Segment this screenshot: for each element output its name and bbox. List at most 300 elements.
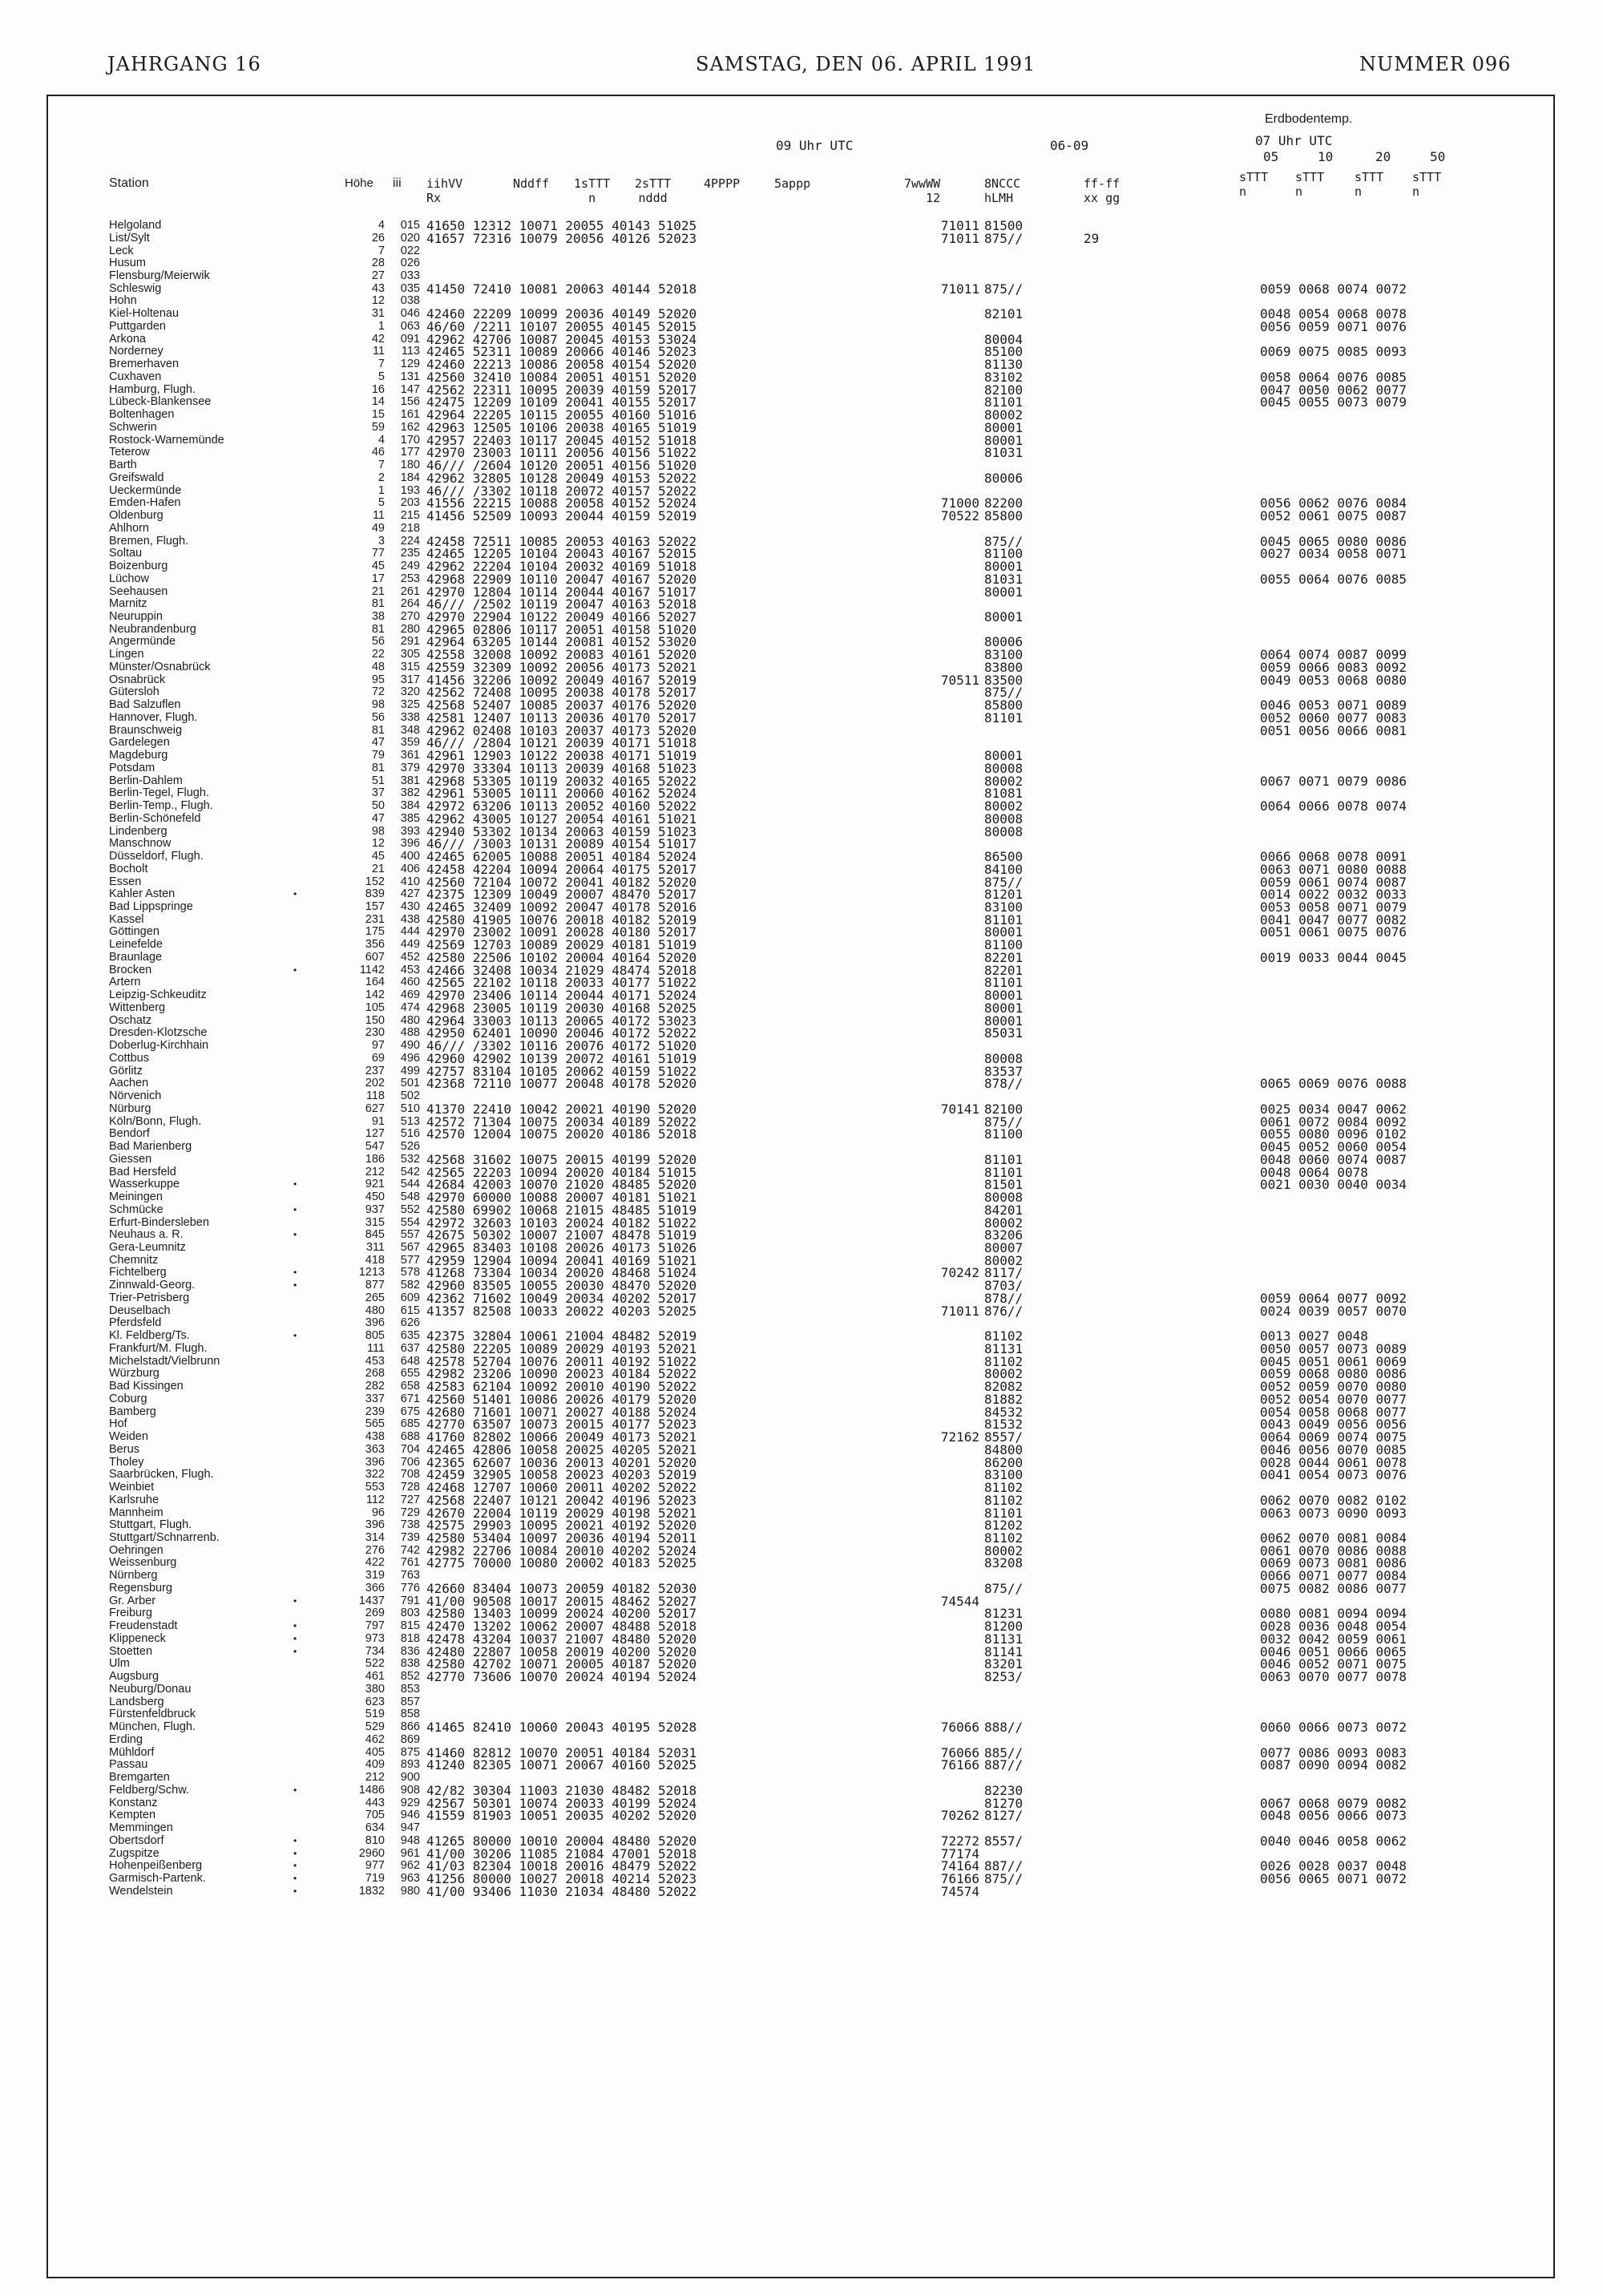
table-row bbox=[0, 1393, 1603, 1405]
station-index: 803 bbox=[400, 1607, 420, 1620]
station-index: 963 bbox=[400, 1871, 420, 1885]
station-name: Freiburg bbox=[109, 1607, 152, 1620]
synop-groups: 41256 80000 10027 20018 40214 52023 bbox=[426, 1870, 697, 1886]
station-height: 634 bbox=[365, 1821, 385, 1834]
station-name: Zinnwald-Georg. bbox=[109, 1279, 196, 1292]
table-row bbox=[0, 1744, 1603, 1760]
soil-temperatures: 0059 0068 0074 0072 bbox=[1260, 281, 1407, 297]
table-row bbox=[0, 1279, 1603, 1292]
table-row bbox=[0, 1305, 1603, 1317]
station-name: Seehausen bbox=[109, 584, 168, 598]
cloud-group: 81101 bbox=[984, 394, 1024, 410]
synop-groups: 42964 63205 10144 20081 40152 53020 bbox=[426, 634, 697, 650]
table-row bbox=[0, 939, 1603, 951]
soil-temperatures: 0058 0064 0076 0085 bbox=[1260, 369, 1407, 385]
synop-groups: 42581 12407 10113 20036 40170 52017 bbox=[426, 709, 697, 726]
station-index: 224 bbox=[400, 534, 420, 548]
cloud-group: 81882 bbox=[984, 1391, 1024, 1407]
cloud-group: 875// bbox=[984, 1580, 1024, 1596]
station-name: Berlin-Tegel, Flugh. bbox=[109, 786, 209, 800]
soil-temperatures: 0056 0065 0071 0072 bbox=[1260, 1870, 1407, 1886]
synop-groups: 42578 52704 10076 20011 40192 51022 bbox=[426, 1353, 697, 1369]
station-name: Neuhaus a. R. bbox=[109, 1228, 184, 1242]
station-name: Stuttgart/Schnarrenb. bbox=[109, 1531, 220, 1544]
cloud-group: 80002 bbox=[984, 1366, 1024, 1382]
weather-group: 70511 bbox=[940, 672, 979, 688]
station-name: Ueckermünde bbox=[109, 483, 182, 497]
soil-temperatures: 0052 0060 0077 0083 bbox=[1260, 709, 1407, 726]
synop-groups: 42569 12703 10089 20029 40181 51019 bbox=[426, 937, 697, 953]
table-row bbox=[0, 1252, 1603, 1268]
synop-groups: 42460 22213 10086 20058 40154 52020 bbox=[426, 357, 697, 373]
station-name: Stoetten bbox=[109, 1644, 153, 1658]
table-row bbox=[0, 1177, 1603, 1193]
station-height: 46 bbox=[371, 446, 385, 459]
synop-groups: 46/60 /2211 10107 20055 40145 52015 bbox=[426, 318, 697, 334]
station-index: 291 bbox=[400, 635, 420, 649]
table-row bbox=[0, 1469, 1603, 1481]
synop-groups: 41456 32206 10092 20049 40167 52019 bbox=[426, 672, 697, 688]
table-row bbox=[0, 988, 1603, 1004]
soil-temperatures: 0043 0049 0056 0056 bbox=[1260, 1417, 1407, 1433]
depth-10: 10 bbox=[1318, 149, 1334, 164]
station-index: 320 bbox=[400, 685, 420, 699]
station-height: 480 bbox=[365, 1304, 385, 1317]
soil-temperatures: 0059 0066 0083 0092 bbox=[1260, 659, 1407, 675]
table-row bbox=[0, 1518, 1603, 1534]
station-height: 422 bbox=[365, 1556, 385, 1570]
mountain-station-dot-icon: • bbox=[293, 1872, 297, 1884]
station-index: 218 bbox=[400, 521, 420, 535]
station-height: 877 bbox=[365, 1279, 385, 1292]
station-name: Würzburg bbox=[109, 1367, 159, 1380]
station-height: 405 bbox=[365, 1745, 385, 1759]
station-index: 655 bbox=[400, 1367, 420, 1380]
station-name: Rostock-Warnemünde bbox=[109, 433, 224, 447]
synop-groups: 42670 22004 10119 20029 40198 52021 bbox=[426, 1505, 697, 1521]
cloud-group: 84532 bbox=[984, 1404, 1024, 1420]
station-height: 152 bbox=[365, 875, 385, 888]
cloud-group: 80001 bbox=[984, 988, 1024, 1004]
mountain-station-dot-icon: • bbox=[293, 1834, 297, 1846]
wind-gust: 29 bbox=[1084, 230, 1100, 246]
station-height: 547 bbox=[365, 1140, 385, 1153]
cloud-group: 83100 bbox=[984, 647, 1024, 663]
station-index: 947 bbox=[400, 1821, 420, 1834]
station-height: 276 bbox=[365, 1543, 385, 1557]
station-height: 50 bbox=[371, 799, 385, 812]
col-1sttt: 1sTTT n bbox=[574, 176, 611, 205]
soil-temperatures: 0025 0034 0047 0062 bbox=[1260, 1101, 1407, 1117]
station-height: 81 bbox=[371, 622, 385, 636]
soil-temperatures: 0014 0022 0032 0033 bbox=[1260, 887, 1407, 903]
station-name: Trier-Petrisberg bbox=[109, 1291, 190, 1304]
table-row bbox=[0, 1050, 1603, 1066]
station-name: Braunlage bbox=[109, 950, 163, 964]
station-name: Nürnberg bbox=[109, 1569, 158, 1583]
station-index: 557 bbox=[400, 1228, 420, 1242]
cloud-group: 82200 bbox=[984, 495, 1024, 511]
soil-temperatures: 0055 0064 0076 0085 bbox=[1260, 571, 1407, 587]
table-row bbox=[0, 608, 1603, 625]
cloud-group: 80002 bbox=[984, 1252, 1024, 1268]
weather-group: 77174 bbox=[940, 1845, 979, 1861]
mountain-station-dot-icon: • bbox=[293, 1620, 297, 1632]
cloud-group: 83100 bbox=[984, 1467, 1024, 1483]
synop-groups: 42962 22204 10104 20032 40169 51018 bbox=[426, 559, 697, 574]
station-index: 869 bbox=[400, 1732, 420, 1746]
cloud-group: 83800 bbox=[984, 659, 1024, 675]
table-row bbox=[0, 1151, 1603, 1167]
station-height: 202 bbox=[365, 1077, 385, 1090]
station-height: 705 bbox=[365, 1809, 385, 1822]
station-name: Berlin-Temp., Flugh. bbox=[109, 799, 213, 812]
station-name: Osnabrück bbox=[109, 673, 166, 686]
table-row bbox=[0, 1835, 1603, 1847]
synop-groups: 42575 29903 10095 20021 40192 52020 bbox=[426, 1518, 697, 1534]
synop-groups: 41/00 93406 11030 21034 48480 52022 bbox=[426, 1883, 697, 1899]
station-index: 490 bbox=[400, 1039, 420, 1053]
station-height: 237 bbox=[365, 1064, 385, 1077]
cloud-group: 81500 bbox=[984, 218, 1024, 233]
synop-groups: 42968 53305 10119 20032 40165 52022 bbox=[426, 773, 697, 789]
station-index: 270 bbox=[400, 609, 420, 623]
station-height: 47 bbox=[371, 736, 385, 750]
station-name: Bremgarten bbox=[109, 1771, 170, 1784]
station-name: Teterow bbox=[109, 446, 150, 459]
cloud-group: 80004 bbox=[984, 331, 1024, 347]
station-height: 38 bbox=[371, 609, 385, 623]
station-height: 157 bbox=[365, 900, 385, 913]
synop-groups: 41465 82410 10060 20043 40195 52028 bbox=[426, 1720, 697, 1736]
soil-temperatures: 0040 0046 0058 0062 bbox=[1260, 1833, 1407, 1849]
station-name: Bad Kissingen bbox=[109, 1380, 184, 1393]
station-name: Ulm bbox=[109, 1657, 130, 1671]
cloud-group: 81102 bbox=[984, 1492, 1024, 1508]
station-name: Passau bbox=[109, 1758, 148, 1772]
soil-temperatures: 0048 0056 0066 0073 bbox=[1260, 1808, 1407, 1824]
synop-groups: 42558 32008 10092 20083 40161 52020 bbox=[426, 647, 697, 663]
cloud-group: 81102 bbox=[984, 1480, 1024, 1495]
cloud-group: 8557/ bbox=[984, 1429, 1024, 1445]
table-row bbox=[0, 949, 1603, 965]
soil-temperatures: 0027 0034 0058 0071 bbox=[1260, 546, 1407, 562]
station-height: 977 bbox=[365, 1859, 385, 1873]
station-index: 474 bbox=[400, 1000, 420, 1014]
table-row bbox=[0, 737, 1603, 749]
synop-groups: 46/// /3302 10116 20076 40172 51020 bbox=[426, 1038, 697, 1054]
cloud-group: 875// bbox=[984, 230, 1024, 246]
table-row bbox=[0, 661, 1603, 673]
station-name: Berlin-Schönefeld bbox=[109, 811, 201, 825]
station-height: 11 bbox=[372, 509, 385, 522]
station-name: Bendorf bbox=[109, 1127, 150, 1141]
synop-groups: 42562 22311 10095 20039 40159 52017 bbox=[426, 382, 697, 398]
station-name: Barth bbox=[109, 459, 137, 472]
cloud-group: 85800 bbox=[984, 508, 1024, 523]
station-index: 385 bbox=[400, 811, 420, 825]
cloud-group: 83500 bbox=[984, 672, 1024, 688]
synop-groups: 42559 32309 10092 20056 40173 52021 bbox=[426, 659, 697, 675]
mountain-station-dot-icon: • bbox=[293, 1632, 297, 1644]
station-index: 038 bbox=[400, 294, 420, 308]
station-height: 269 bbox=[365, 1607, 385, 1620]
station-index: 249 bbox=[400, 560, 420, 572]
station-index: 156 bbox=[400, 395, 420, 409]
soil-temperatures: 0051 0061 0075 0076 bbox=[1260, 924, 1407, 940]
station-height: 112 bbox=[365, 1493, 385, 1506]
station-index: 688 bbox=[400, 1430, 420, 1443]
soil-temperatures: 0032 0042 0059 0061 bbox=[1260, 1631, 1407, 1647]
station-name: Braunschweig bbox=[109, 723, 183, 737]
table-row bbox=[0, 447, 1603, 459]
cloud-group: 83102 bbox=[984, 369, 1024, 385]
station-name: Hannover, Flugh. bbox=[109, 710, 198, 724]
table-row bbox=[0, 1076, 1603, 1092]
table-row bbox=[0, 384, 1603, 396]
station-name: Schleswig bbox=[109, 281, 162, 295]
station-name: Schmücke bbox=[109, 1203, 164, 1216]
table-row bbox=[0, 560, 1603, 572]
cloud-group: 81100 bbox=[984, 937, 1024, 953]
station-index: 430 bbox=[400, 900, 420, 913]
synop-groups: 42961 53005 10111 20060 40162 52024 bbox=[426, 786, 697, 802]
station-name: Leck bbox=[109, 244, 134, 257]
synop-groups: 41/03 82304 10018 20016 48479 52022 bbox=[426, 1858, 697, 1874]
soil-temperatures: 0053 0058 0071 0079 bbox=[1260, 899, 1407, 915]
station-index: 384 bbox=[400, 799, 420, 812]
soil-temperatures: 0045 0055 0073 0079 bbox=[1260, 394, 1407, 410]
station-index: 836 bbox=[400, 1644, 420, 1658]
soil-temperatures: 0067 0068 0079 0082 bbox=[1260, 1795, 1407, 1811]
station-index: 554 bbox=[400, 1215, 420, 1229]
synop-groups: 42962 32805 10128 20049 40153 52022 bbox=[426, 470, 697, 486]
station-name: München, Flugh. bbox=[109, 1720, 196, 1734]
soil-temperatures: 0046 0051 0066 0065 bbox=[1260, 1643, 1407, 1659]
station-index: 542 bbox=[400, 1165, 420, 1178]
station-name: Weiden bbox=[109, 1430, 148, 1443]
station-name: Deuselbach bbox=[109, 1304, 171, 1317]
mountain-station-dot-icon: • bbox=[293, 1229, 297, 1241]
cloud-group: 81101 bbox=[984, 912, 1024, 928]
col-hoehe: Höhe bbox=[345, 176, 373, 190]
synop-groups: 46/// /2502 10119 20047 40163 52018 bbox=[426, 596, 697, 612]
synop-groups: 42580 22205 10089 20029 40193 52021 bbox=[426, 1340, 697, 1356]
station-name: Weissenburg bbox=[109, 1556, 177, 1570]
table-row bbox=[0, 458, 1603, 474]
soil-temperatures: 0052 0061 0075 0087 bbox=[1260, 508, 1407, 523]
synop-groups: 42962 42706 10087 20045 40153 53024 bbox=[426, 331, 697, 347]
cloud-group: 875// bbox=[984, 1870, 1024, 1886]
station-index: 022 bbox=[400, 244, 420, 257]
table-row bbox=[0, 1782, 1603, 1798]
station-index: 203 bbox=[400, 496, 420, 510]
table-row bbox=[0, 1619, 1603, 1635]
depth-20: 20 bbox=[1375, 149, 1391, 164]
synop-groups: 42970 23003 10111 20056 40156 51022 bbox=[426, 445, 697, 461]
cloud-group: 80002 bbox=[984, 773, 1024, 789]
station-name: Memmingen bbox=[109, 1821, 173, 1834]
station-height: 59 bbox=[371, 420, 385, 434]
station-height: 37 bbox=[371, 786, 385, 800]
synop-groups: 42468 12707 10060 20011 40202 52022 bbox=[426, 1480, 697, 1495]
soil-temperatures: 0075 0082 0086 0077 bbox=[1260, 1580, 1407, 1596]
soil-temperatures: 0013 0027 0048 bbox=[1260, 1328, 1368, 1344]
synop-groups: 42459 32905 10058 20023 40203 52019 bbox=[426, 1467, 697, 1483]
synop-groups: 42368 72110 10077 20048 40178 52020 bbox=[426, 1076, 697, 1092]
station-name: Freudenstadt bbox=[109, 1619, 178, 1633]
soil-temperatures: 0056 0062 0076 0084 bbox=[1260, 495, 1407, 511]
station-index: 738 bbox=[400, 1518, 420, 1532]
station-index: 637 bbox=[400, 1341, 420, 1355]
cloud-group: 81201 bbox=[984, 887, 1024, 903]
station-height: 22 bbox=[371, 648, 385, 661]
synop-groups: 42972 63206 10113 20052 40160 52022 bbox=[426, 798, 697, 814]
synop-groups: 42970 22904 10122 20049 40166 52027 bbox=[426, 608, 697, 625]
station-index: 026 bbox=[400, 257, 420, 270]
cloud-group: 80001 bbox=[984, 748, 1024, 764]
station-index: 946 bbox=[400, 1809, 420, 1822]
station-index: 609 bbox=[400, 1291, 420, 1304]
station-index: 852 bbox=[400, 1670, 420, 1684]
station-height: 69 bbox=[371, 1051, 385, 1065]
station-height: 553 bbox=[365, 1481, 385, 1494]
synop-groups: 42458 42204 10094 20064 40175 52017 bbox=[426, 861, 697, 877]
cloud-group: 81102 bbox=[984, 1530, 1024, 1546]
synop-groups: 42770 63507 10073 20015 40177 52023 bbox=[426, 1417, 697, 1433]
col-2sttt: 2sTTT nddd bbox=[635, 176, 672, 205]
synop-groups: 46/// /2604 10120 20051 40156 51020 bbox=[426, 458, 697, 474]
header-date: SAMSTAG, DEN 06. APRIL 1991 bbox=[696, 53, 1036, 75]
station-height: 7 bbox=[378, 358, 385, 371]
soil-temperatures: 0069 0073 0081 0086 bbox=[1260, 1555, 1407, 1571]
cloud-group: 80001 bbox=[984, 924, 1024, 940]
cloud-group: 81131 bbox=[984, 1340, 1024, 1356]
obs-time-label: 09 Uhr UTC bbox=[776, 138, 854, 153]
station-height: 529 bbox=[365, 1720, 385, 1734]
station-name: Kl. Feldberg/Ts. bbox=[109, 1329, 190, 1343]
synop-groups: 42362 71602 10049 20034 40202 52017 bbox=[426, 1290, 697, 1306]
station-height: 14 bbox=[371, 395, 385, 409]
station-name: Soltau bbox=[109, 547, 143, 560]
station-height: 719 bbox=[365, 1871, 385, 1885]
table-row bbox=[0, 1643, 1603, 1659]
erdboden-title: Erdbodentemp. bbox=[1265, 112, 1353, 126]
soil-temperatures: 0063 0071 0080 0088 bbox=[1260, 861, 1407, 877]
table-row bbox=[0, 636, 1603, 648]
synop-groups: 41265 80000 10010 20004 48480 52020 bbox=[426, 1833, 697, 1849]
cloud-group: 875// bbox=[984, 874, 1024, 890]
cloud-group: 81101 bbox=[984, 1151, 1024, 1167]
station-height: 81 bbox=[371, 723, 385, 737]
station-height: 519 bbox=[365, 1708, 385, 1721]
station-index: 510 bbox=[400, 1102, 420, 1115]
synop-groups: 41/00 30206 11085 21084 47001 52018 bbox=[426, 1845, 697, 1861]
synop-groups: 41268 73304 10034 20020 48468 51024 bbox=[426, 1265, 697, 1281]
station-height: 2 bbox=[378, 471, 385, 484]
synop-groups: 42560 72104 10072 20041 40182 52020 bbox=[426, 874, 697, 890]
table-row bbox=[0, 573, 1603, 585]
mountain-station-dot-icon: • bbox=[293, 1279, 297, 1292]
station-name: Kempten bbox=[109, 1809, 156, 1822]
station-height: 28 bbox=[371, 257, 385, 270]
synop-groups: 42470 13202 10062 20007 48488 52018 bbox=[426, 1619, 697, 1635]
station-index: 929 bbox=[400, 1796, 420, 1809]
station-name: Chemnitz bbox=[109, 1253, 159, 1267]
station-index: 791 bbox=[400, 1594, 420, 1607]
cloud-group: 80002 bbox=[984, 407, 1024, 423]
synop-groups: 41760 82802 10066 20049 40173 52021 bbox=[426, 1429, 697, 1445]
header-volume: JAHRGANG 16 bbox=[107, 53, 261, 75]
station-height: 12 bbox=[371, 294, 385, 308]
synop-groups: 42965 83403 10108 20026 40173 51026 bbox=[426, 1239, 697, 1255]
soil-temperatures: 0045 0051 0061 0069 bbox=[1260, 1353, 1407, 1369]
station-index: 381 bbox=[400, 774, 420, 787]
synop-groups: 42572 71304 10075 20034 40189 52022 bbox=[426, 1114, 697, 1130]
station-index: 184 bbox=[400, 471, 420, 484]
weather-group: 76166 bbox=[940, 1757, 979, 1773]
station-name: Landsberg bbox=[109, 1695, 164, 1708]
cloud-group: 81141 bbox=[984, 1643, 1024, 1659]
station-name: Boltenhagen bbox=[109, 408, 175, 422]
mountain-station-dot-icon: • bbox=[293, 1330, 297, 1342]
soil-temperatures: 0041 0054 0073 0076 bbox=[1260, 1467, 1407, 1483]
cloud-group: 80001 bbox=[984, 1013, 1024, 1029]
station-name: Nörvenich bbox=[109, 1089, 162, 1103]
station-index: 648 bbox=[400, 1354, 420, 1368]
station-name: Coburg bbox=[109, 1392, 147, 1405]
station-height: 366 bbox=[365, 1581, 385, 1595]
station-index: 317 bbox=[400, 673, 420, 686]
cloud-group: 86500 bbox=[984, 849, 1024, 864]
station-name: Husum bbox=[109, 257, 146, 270]
soil-temperatures: 0066 0071 0077 0084 bbox=[1260, 1568, 1407, 1584]
station-index: 393 bbox=[400, 824, 420, 838]
station-name: Bad Salzuflen bbox=[109, 698, 181, 712]
soil-temperatures: 0048 0060 0074 0087 bbox=[1260, 1151, 1407, 1167]
cloud-group: 80001 bbox=[984, 419, 1024, 435]
synop-groups: 42466 32408 10034 21029 48474 52018 bbox=[426, 962, 697, 978]
station-height: 396 bbox=[365, 1316, 385, 1330]
station-name: Weinbiet bbox=[109, 1481, 155, 1494]
station-height: 91 bbox=[371, 1114, 385, 1128]
station-height: 380 bbox=[365, 1682, 385, 1696]
station-index: 427 bbox=[400, 887, 420, 901]
col-iihvv: iihVV Rx bbox=[426, 176, 463, 205]
cloud-group: 81101 bbox=[984, 975, 1024, 991]
table-row bbox=[0, 523, 1603, 535]
table-row bbox=[0, 472, 1603, 484]
synop-groups: 42964 22205 10115 20055 40160 51016 bbox=[426, 407, 697, 423]
station-index: 480 bbox=[400, 1013, 420, 1027]
table-row bbox=[0, 901, 1603, 913]
station-index: 544 bbox=[400, 1178, 420, 1191]
table-row bbox=[0, 1671, 1603, 1683]
station-name: Gütersloh bbox=[109, 685, 159, 699]
table-row bbox=[0, 1759, 1603, 1771]
station-height: 396 bbox=[365, 1518, 385, 1532]
station-height: 21 bbox=[371, 862, 385, 875]
station-index: 502 bbox=[400, 1089, 420, 1103]
station-height: 1213 bbox=[358, 1266, 385, 1279]
table-row bbox=[0, 283, 1603, 295]
cloud-group: 83100 bbox=[984, 899, 1024, 915]
station-height: 311 bbox=[365, 1240, 385, 1254]
soil-temperatures: 0048 0054 0068 0078 bbox=[1260, 306, 1407, 322]
synop-groups: 42465 32409 10092 20047 40178 52016 bbox=[426, 899, 697, 915]
station-index: 338 bbox=[400, 710, 420, 724]
synop-groups: 42465 12205 10104 20043 40167 52015 bbox=[426, 546, 697, 562]
